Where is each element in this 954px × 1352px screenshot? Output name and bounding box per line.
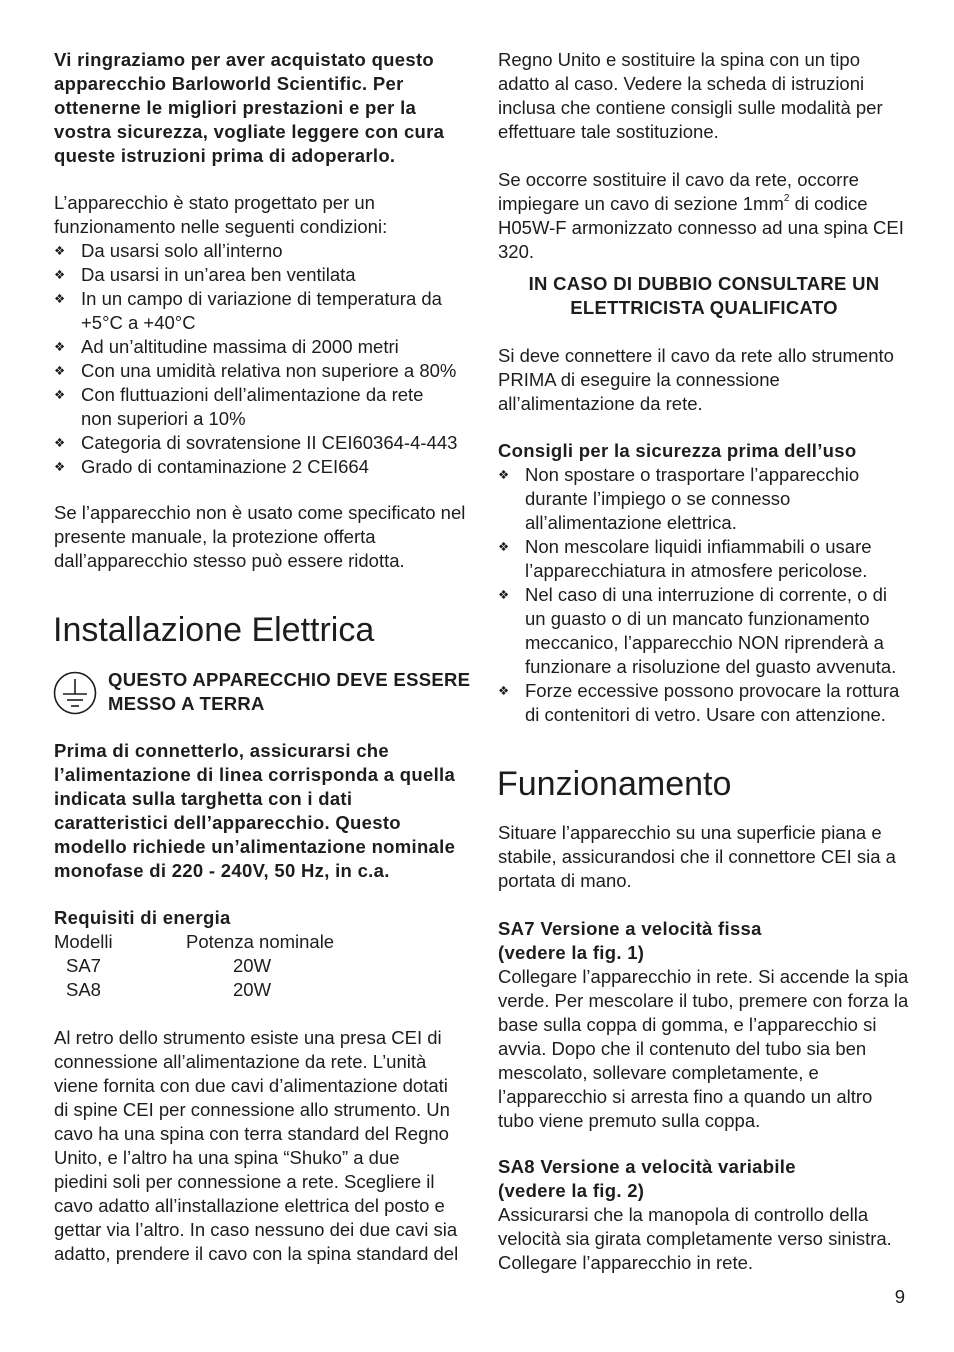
doubt-notice-line: IN CASO DI DUBBIO CONSULTARE UN: [528, 273, 880, 294]
safety-item: [498, 535, 910, 583]
protection-note-line: Se l’apparecchio non è usato come specificato nel: [54, 502, 466, 523]
safety-advice-title: Consigli per la sicurezza prima dell’uso: [498, 440, 857, 461]
conditions-intro: [54, 191, 466, 239]
sa7-line: Collegare l’apparecchio in rete. Si accende la spia: [498, 966, 909, 987]
condition-line: Con una umidità relativa non superiore a 80%: [81, 360, 457, 381]
safety-item: [498, 463, 910, 535]
power-requirements-title: Requisiti di energia: [54, 907, 231, 928]
sa8-line: Assicurarsi che la manopola di controllo della: [498, 1204, 869, 1225]
sa7-line: l’apparecchio si arresta fino a quando un altro: [498, 1086, 873, 1107]
condition-line: Categoria di sovratensione II CEI60364-4-443: [81, 432, 458, 453]
placement-line: Situare l’apparecchio su una superficie piana e: [498, 822, 882, 843]
condition-line: +5°C a +40°C: [81, 312, 196, 333]
connect-first-line: PRIMA di eseguire la connessione: [498, 369, 780, 390]
cables-continued-paragraph: [498, 48, 910, 144]
sa8-title: SA8 Versione a velocità variabile: [498, 1156, 796, 1177]
supply-check-line: monofase di 220 - 240V, 50 Hz, in c.a.: [54, 860, 390, 881]
bullet-diamond-icon: [54, 239, 68, 263]
bullet-diamond-icon: [54, 335, 68, 359]
cables-line: Unito, e l’altro ha una spina “Shuko” a due: [54, 1147, 400, 1168]
section-title-operation: Funzionamento: [497, 765, 732, 803]
safety-line: di contenitori di vetro. Usare con attenzione.: [525, 704, 886, 725]
power-table-row: [54, 954, 466, 978]
bullet-diamond-icon: [54, 455, 68, 479]
intro-line: apparecchio Barloworld Scientific. Per: [54, 73, 404, 94]
safety-line: Nel caso di una interruzione di corrente, o di: [525, 584, 887, 605]
condition-item: [54, 383, 466, 431]
intro-line: vostra sicurezza, vogliate leggere con cura: [54, 121, 445, 142]
bullet-diamond-icon: [54, 287, 68, 311]
bullet-diamond-icon: [498, 583, 512, 607]
sa8-line: velocità sia girata completamente verso sinistra.: [498, 1228, 892, 1249]
intro-line: Vi ringraziamo per aver acquistato questo: [54, 49, 435, 70]
safety-line: Non mescolare liquidi infiammabili o usare: [525, 536, 872, 557]
supply-check-line: caratteristici dell’apparecchio. Questo: [54, 812, 401, 833]
cables-continued-line: Regno Unito e sostituire la spina con un tipo: [498, 49, 860, 70]
condition-line: Ad un’altitudine massima di 2000 metri: [81, 336, 399, 357]
power-table-header: [54, 930, 466, 954]
cables-continued-line: adatto al caso. Vedere la scheda di istruzioni: [498, 73, 865, 94]
cables-line: piedini soli per connessione a rete. Scegliere il: [54, 1171, 435, 1192]
power-requirements: [54, 906, 466, 1002]
cable-replacement-line: [498, 192, 910, 216]
connect-first-paragraph: [498, 344, 910, 416]
cables-line: cavo adatto all’installazione elettrica del posto e: [54, 1195, 445, 1216]
condition-item: [54, 455, 466, 479]
bullet-diamond-icon: [54, 383, 68, 407]
conditions-intro-line: funzionamento nelle seguenti condizioni:: [54, 216, 388, 237]
conditions-list: [54, 239, 466, 479]
condition-item: [54, 359, 466, 383]
cables-line: adatto, prendere il cavo con la spina standard del: [54, 1243, 459, 1264]
cables-line: viene fornita con due cavi d’alimentazione dotati: [54, 1075, 448, 1096]
bullet-diamond-icon: [54, 359, 68, 383]
earth-ground-icon: [53, 671, 97, 715]
intro-paragraph: [54, 48, 466, 168]
cables-line: cavo ha una spina con terra standard del Regno: [54, 1123, 449, 1144]
earth-warning-line: QUESTO APPARECCHIO DEVE ESSERE: [108, 669, 471, 690]
cable-code-text: di codice: [789, 193, 868, 214]
condition-item: [54, 431, 466, 455]
power-cell: 20W: [233, 979, 272, 1000]
cables-continued-line: effettuare tale sostituzione.: [498, 121, 719, 142]
bullet-diamond-icon: [54, 263, 68, 287]
condition-line: Con fluttuazioni dell’alimentazione da rete: [81, 384, 424, 405]
cable-replacement-paragraph: [498, 168, 910, 264]
doubt-notice-line: ELETTRICISTA QUALIFICATO: [570, 297, 838, 318]
cables-continued-line: inclusa che contiene consigli sulle modalità per: [498, 97, 883, 118]
placement-paragraph: [498, 821, 910, 893]
cables-line: di spine CEI per connessione allo strumento. Un: [54, 1099, 450, 1120]
protection-note: [54, 501, 466, 573]
bullet-diamond-icon: [498, 535, 512, 559]
safety-line: un guasto o di un mancato funzionamento: [525, 608, 870, 629]
sa7-section: [498, 917, 910, 1133]
cables-line: connessione all’alimentazione da rete. L’unità: [54, 1051, 427, 1072]
supply-check-line: indicata sulla targhetta con i dati: [54, 788, 353, 809]
bullet-diamond-icon: [498, 463, 512, 487]
condition-line: Da usarsi solo all’interno: [81, 240, 283, 261]
safety-item: [498, 679, 910, 727]
cable-replacement-line: Se occorre sostituire il cavo da rete, occorre: [498, 169, 859, 190]
model-cell: SA8: [66, 979, 101, 1000]
cable-section-text: impiegare un cavo di sezione 1mm: [498, 193, 784, 214]
sa7-line: mescolato, sollevare completamente, e: [498, 1062, 819, 1083]
header-models: Modelli: [54, 931, 113, 952]
model-cell: SA7: [66, 955, 101, 976]
condition-item: [54, 263, 466, 287]
cables-line: gettar via l’altro. In caso nessuno dei due cavi sia: [54, 1219, 458, 1240]
bullet-diamond-icon: [54, 431, 68, 455]
condition-line: Grado di contaminazione 2 CEI664: [81, 456, 369, 477]
supply-check-line: modello richiede un’alimentazione nominale: [54, 836, 456, 857]
condition-item: [54, 335, 466, 359]
supply-check-line: Prima di connetterlo, assicurarsi che: [54, 740, 389, 761]
connect-first-line: Si deve connettere il cavo da rete allo strumento: [498, 345, 894, 366]
supply-check-line: l’alimentazione di linea corrisponda a quella: [54, 764, 456, 785]
doubt-notice: [498, 272, 910, 320]
sa7-line: tubo viene premuto sulla coppa.: [498, 1110, 761, 1131]
placement-line: stabile, assicurandosi che il connettore CEI sia a: [498, 846, 896, 867]
bullet-diamond-icon: [498, 679, 512, 703]
protection-note-line: dall’apparecchio stesso può essere ridotta.: [54, 550, 405, 571]
intro-line: ottenerne le migliori prestazioni e per la: [54, 97, 417, 118]
safety-advice: [498, 439, 910, 727]
condition-line: In un campo di variazione di temperatura da: [81, 288, 442, 309]
power-table-row: [54, 978, 466, 1002]
sa7-line: verde. Per mescolare il tubo, premere con forza la: [498, 990, 909, 1011]
safety-line: meccanico, l’apparecchio NON riprenderà a: [525, 632, 884, 653]
superscript-two: 2: [783, 193, 790, 204]
earth-warning: [108, 668, 471, 716]
page-number: 9: [894, 1286, 905, 1307]
earth-warning-line: MESSO A TERRA: [108, 693, 265, 714]
condition-item: [54, 287, 466, 335]
protection-note-line: presente manuale, la protezione offerta: [54, 526, 376, 547]
safety-line: durante l’impiego o se connesso: [525, 488, 791, 509]
cable-replacement-line: 320.: [498, 241, 535, 262]
sa7-line: base sulla coppa di gomma, e l’apparecchio si: [498, 1014, 877, 1035]
cable-replacement-line: H05W-F armonizzato connesso ad una spina CEI: [498, 217, 904, 238]
cables-paragraph: [54, 1026, 466, 1266]
placement-line: portata di mano.: [498, 870, 632, 891]
condition-line: non superiori a 10%: [81, 408, 246, 429]
safety-line: Forze eccessive possono provocare la rottura: [525, 680, 900, 701]
sa8-line: Collegare l’apparecchio in rete.: [498, 1252, 754, 1273]
cables-line: Al retro dello strumento esiste una presa CEI di: [54, 1027, 442, 1048]
safety-item: [498, 583, 910, 679]
safety-line: all’alimentazione elettrica.: [525, 512, 737, 533]
safety-line: l’apparecchiatura in atmosfere pericolose.: [525, 560, 868, 581]
condition-item: [54, 239, 466, 263]
condition-line: Da usarsi in un’area ben ventilata: [81, 264, 356, 285]
sa8-figure-ref: (vedere la fig. 2): [498, 1180, 645, 1201]
power-cell: 20W: [233, 955, 272, 976]
sa7-line: avvia. Dopo che il contenuto del tubo sia ben: [498, 1038, 867, 1059]
connect-first-line: all’alimentazione da rete.: [498, 393, 703, 414]
sa7-title: SA7 Versione a velocità fissa: [498, 918, 762, 939]
header-rated-power: Potenza nominale: [186, 931, 335, 952]
safety-line: Non spostare o trasportare l’apparecchio: [525, 464, 860, 485]
supply-check-paragraph: [54, 739, 466, 883]
sa7-figure-ref: (vedere la fig. 1): [498, 942, 645, 963]
intro-line: queste istruzioni prima di adoperarlo.: [54, 145, 396, 166]
sa8-section: [498, 1155, 910, 1275]
safety-line: funzionare a risoluzione del guasto avvenuta.: [525, 656, 897, 677]
conditions-intro-line: L’apparecchio è stato progettato per un: [54, 192, 375, 213]
section-title-electrical-installation: Installazione Elettrica: [53, 611, 375, 649]
